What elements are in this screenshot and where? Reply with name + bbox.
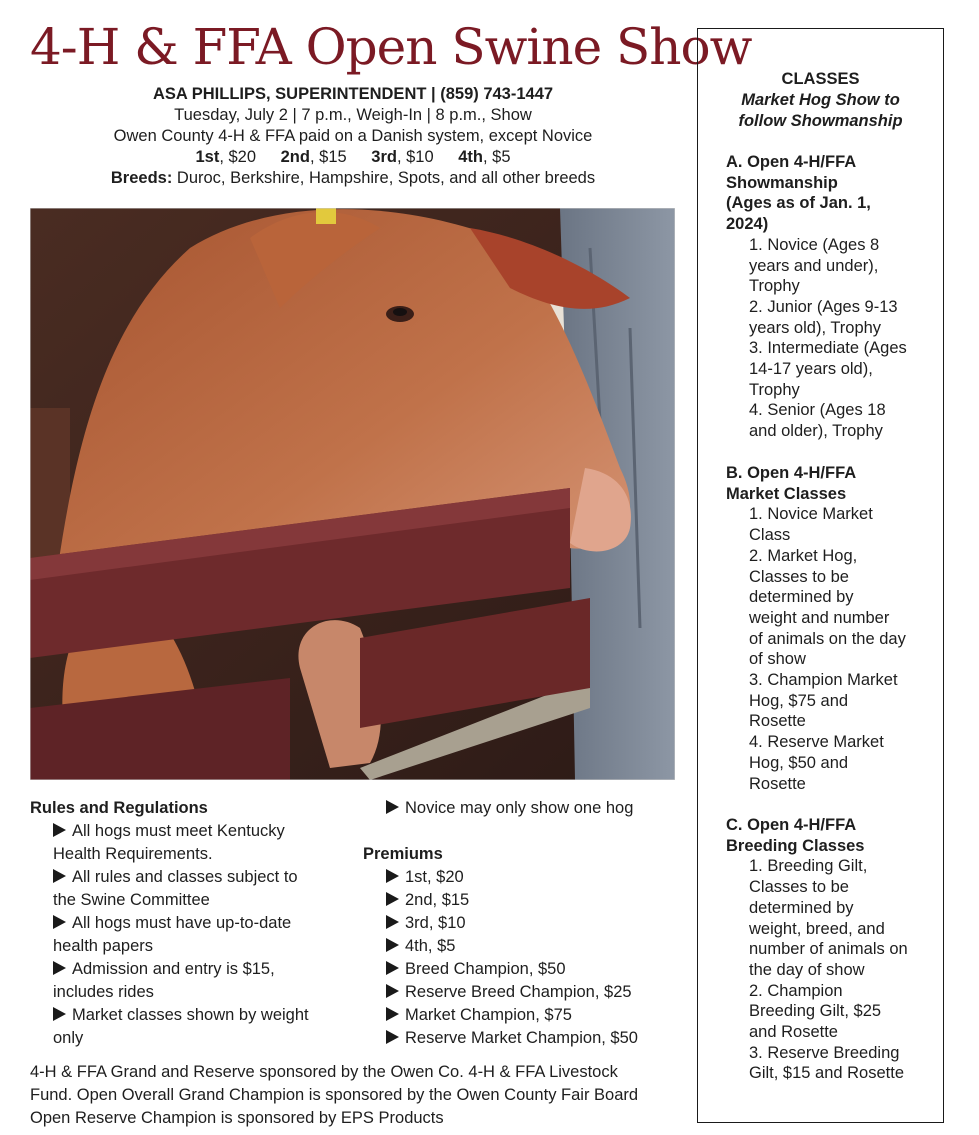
- sponsor-note: [30, 1061, 676, 1130]
- section-title: 2024): [726, 215, 769, 234]
- rules-title: Rules and Regulations: [30, 799, 208, 817]
- class-item: 1. Breeding Gilt,: [749, 857, 868, 876]
- triangle-bullet-icon: [386, 961, 399, 975]
- triangle-bullet-icon: [386, 984, 399, 998]
- rule-item: All hogs must have up-to-date: [30, 912, 350, 935]
- triangle-bullet-icon: [386, 869, 399, 883]
- triangle-bullet-icon: [386, 1030, 399, 1044]
- class-item: Class: [749, 526, 791, 545]
- premium-item: 1st, $20: [363, 866, 683, 889]
- class-section-c: [726, 815, 936, 1084]
- class-item: 3. Champion Market: [749, 671, 898, 690]
- class-item: 2. Market Hog,: [749, 546, 858, 565]
- triangle-bullet-icon: [386, 892, 399, 906]
- class-item: Rosette: [749, 774, 806, 793]
- premium-item: Market Champion, $75: [363, 1004, 683, 1027]
- class-item: 2. Junior (Ages 9-13: [749, 297, 898, 316]
- class-item: determined by: [749, 898, 854, 917]
- prize-line: [30, 147, 676, 168]
- rule-item-cont: the Swine Committee: [53, 891, 210, 909]
- premium-item: Reserve Market Champion, $50: [363, 1027, 683, 1050]
- class-section-a: [726, 152, 936, 442]
- class-item: number of animals on: [749, 940, 908, 959]
- triangle-bullet-icon: [53, 1007, 66, 1021]
- class-item: Rosette: [749, 712, 806, 731]
- triangle-bullet-icon: [53, 823, 66, 837]
- rule-item-cont: includes rides: [53, 983, 154, 1001]
- breeds-line: Breeds: Duroc, Berkshire, Hampshire, Spots, and all other breeds: [110, 169, 596, 187]
- section-title: A. Open 4-H/FFA: [726, 153, 857, 171]
- class-item: weight and number: [749, 608, 890, 627]
- rules-section: [30, 797, 350, 1050]
- rule-item-cont: only: [53, 1029, 84, 1047]
- prize-2: 2nd, $15: [280, 148, 347, 166]
- sponsor-line: 4-H & FFA Grand and Reserve sponsored by the Owen Co. 4-H & FFA Livestock: [30, 1063, 618, 1081]
- class-item: the day of show: [749, 960, 865, 979]
- section-title: Market Classes: [726, 484, 847, 503]
- rule-item: All hogs must meet Kentucky: [30, 820, 350, 843]
- triangle-bullet-icon: [386, 938, 399, 952]
- premiums-title: Premiums: [363, 845, 443, 863]
- class-item: 1. Novice Market: [749, 505, 873, 524]
- class-item: 3. Intermediate (Ages: [749, 339, 907, 358]
- section-title: B. Open 4-H/FFA: [726, 464, 857, 482]
- classes-heading: CLASSES: [781, 70, 860, 88]
- class-item: 4. Reserve Market: [749, 733, 884, 752]
- triangle-bullet-icon: [386, 800, 399, 814]
- page-title: 4-H & FFA Open Swine Show: [30, 18, 752, 76]
- class-item: 4. Senior (Ages 18: [749, 401, 886, 420]
- premium-item: 4th, $5: [363, 935, 683, 958]
- premium-item: Breed Champion, $50: [363, 958, 683, 981]
- triangle-bullet-icon: [53, 961, 66, 975]
- premium-item: 2nd, $15: [363, 889, 683, 912]
- section-title: (Ages as of Jan. 1,: [726, 194, 871, 213]
- section-title: Showmanship: [726, 173, 838, 192]
- premiums-section: [363, 797, 683, 1050]
- section-title: Breeding Classes: [726, 836, 865, 855]
- class-item: and Rosette: [749, 1023, 838, 1042]
- sponsor-line: Fund. Open Overall Grand Champion is sponsored by the Owen County Fair Board: [30, 1086, 639, 1104]
- class-item: Hog, $75 and: [749, 691, 849, 710]
- triangle-bullet-icon: [386, 915, 399, 929]
- class-item: Trophy: [749, 277, 800, 296]
- class-item: years and under),: [749, 256, 879, 275]
- sponsor-line: Open Reserve Champion is sponsored by EPS Products: [30, 1109, 444, 1127]
- premium-item: 3rd, $10: [363, 912, 683, 935]
- rule-item-cont: Health Requirements.: [53, 845, 213, 863]
- rule-item: Market classes shown by weight: [30, 1004, 350, 1027]
- premium-item: Reserve Breed Champion, $25: [363, 981, 683, 1004]
- class-section-b: [726, 463, 936, 794]
- classes-subheading: Market Hog Show to: [741, 91, 900, 109]
- class-item: Classes to be: [749, 878, 849, 897]
- novice-rule: Novice may only show one hog: [363, 797, 683, 820]
- pig-photo: [30, 208, 675, 780]
- class-item: Classes to be: [749, 567, 849, 586]
- class-item: 14-17 years old),: [749, 360, 873, 379]
- class-item: 3. Reserve Breeding: [749, 1043, 900, 1062]
- triangle-bullet-icon: [53, 869, 66, 883]
- class-item: 2. Champion: [749, 981, 843, 1000]
- class-item: 1. Novice (Ages 8: [749, 235, 880, 254]
- prize-3: 3rd, $10: [371, 148, 434, 166]
- class-item: years old), Trophy: [749, 318, 882, 337]
- class-item: Breeding Gilt, $25: [749, 1002, 882, 1021]
- prize-4: 4th, $5: [458, 148, 511, 166]
- class-item: Hog, $50 and: [749, 753, 849, 772]
- class-item: weight, breed, and: [749, 919, 885, 938]
- rule-item: Admission and entry is $15,: [30, 958, 350, 981]
- classes-subheading: follow Showmanship: [738, 112, 903, 130]
- superintendent: ASA PHILLIPS, SUPERINTENDENT | (859) 743-1447: [152, 85, 554, 103]
- section-title: C. Open 4-H/FFA: [726, 816, 857, 834]
- class-item: of show: [749, 650, 806, 669]
- schedule: Tuesday, July 2 | 7 p.m., Weigh-In | 8 p.m., Show: [174, 106, 532, 124]
- classes-box: [697, 28, 944, 1123]
- rule-item: All rules and classes subject to: [30, 866, 350, 889]
- triangle-bullet-icon: [386, 1007, 399, 1021]
- rule-item-cont: health papers: [53, 937, 153, 955]
- class-item: Gilt, $15 and Rosette: [749, 1064, 905, 1083]
- payment-note: Owen County 4-H & FFA paid on a Danish system, except Novice: [113, 127, 593, 145]
- class-item: and older), Trophy: [749, 422, 883, 441]
- class-item: of animals on the day: [749, 629, 906, 648]
- prize-1: 1st, $20: [195, 148, 257, 166]
- class-item: determined by: [749, 588, 854, 607]
- classes-header: [698, 69, 943, 132]
- superintendent-line: [30, 84, 676, 105]
- triangle-bullet-icon: [53, 915, 66, 929]
- class-item: Trophy: [749, 380, 800, 399]
